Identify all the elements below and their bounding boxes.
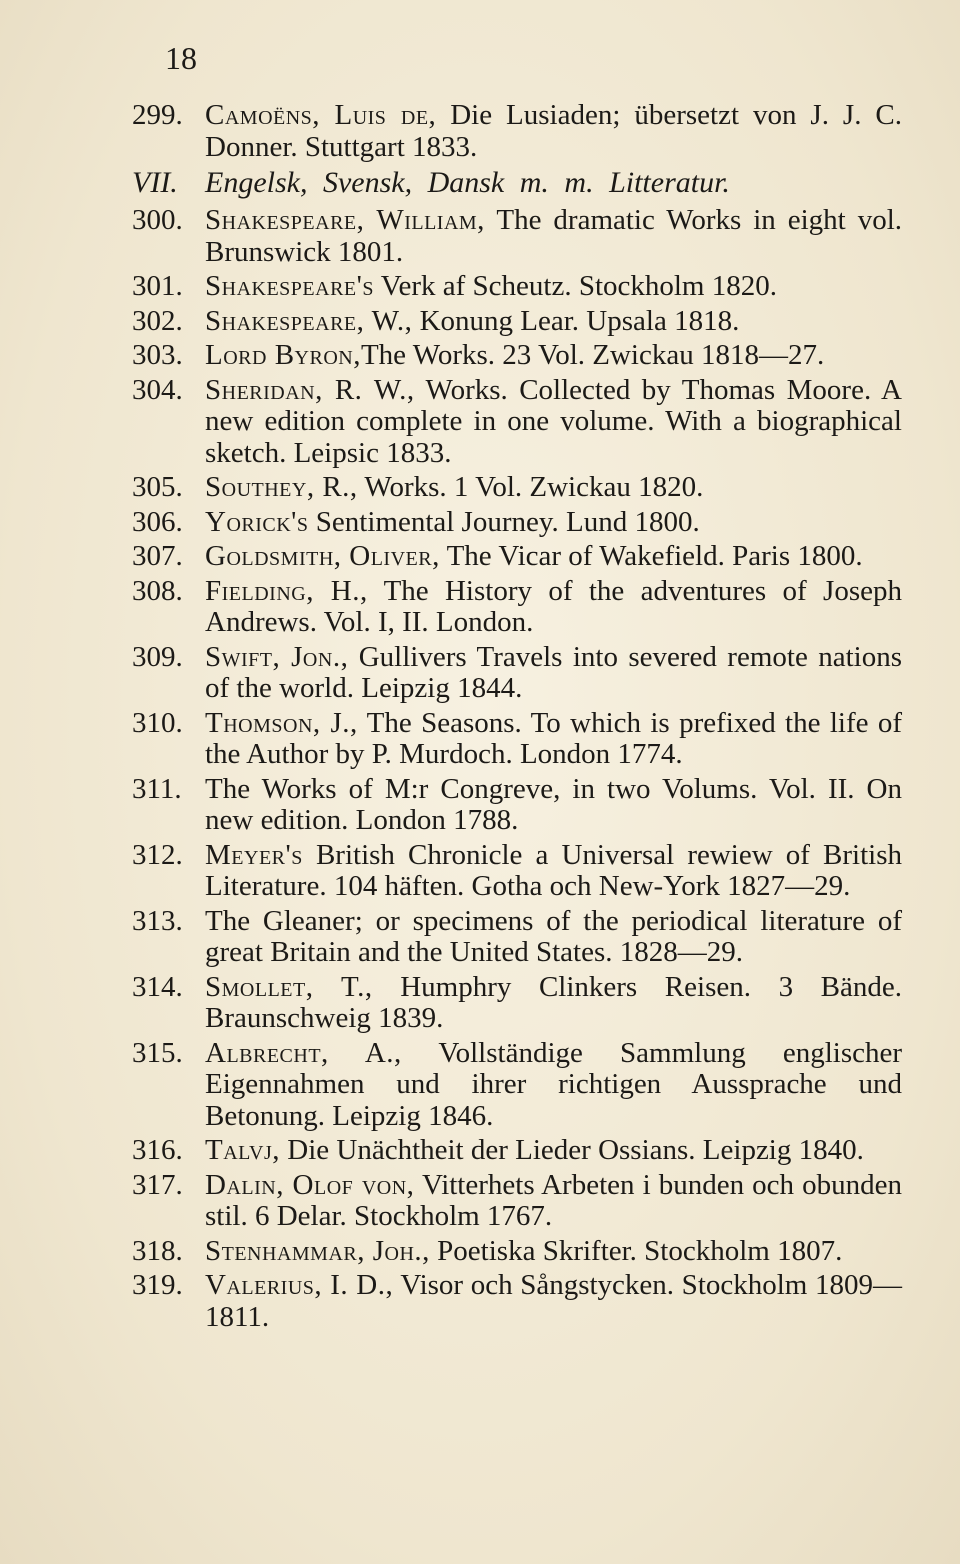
catalog-entry <box>132 906 902 969</box>
entry-number: 303. <box>132 339 183 371</box>
catalog-entry <box>132 472 902 504</box>
section-heading <box>132 167 902 199</box>
entry-author: Shakespeare's <box>205 270 374 302</box>
entry-number: 302. <box>132 304 183 337</box>
entry-number: 299. <box>132 99 183 131</box>
entry-number: 319. <box>132 1269 183 1301</box>
entry-number: 304. <box>132 373 183 406</box>
entry-author: Sheridan, R. W., <box>205 373 415 406</box>
catalog-entry <box>132 306 902 338</box>
entry-author: Fielding, H., <box>205 574 368 607</box>
entry-number: 300. <box>132 204 183 236</box>
catalog-entry <box>132 541 902 573</box>
catalog-entries <box>132 100 902 1336</box>
catalog-entry <box>132 507 902 539</box>
entry-text: Poetiska Skrifter. Stockholm 1807. <box>429 1234 843 1267</box>
entry-text: The History of the adventures of Joseph Andrews. Vol. I, II. London. <box>205 574 902 638</box>
entry-number: 311. <box>132 772 182 805</box>
entry-author: Smollet, T., <box>205 970 373 1003</box>
entry-author: Meyer's <box>205 838 303 871</box>
entry-author: Stenhammar, Joh., <box>205 1234 430 1267</box>
entry-text: Sentimental Journey. Lund 1800. <box>308 505 700 538</box>
entry-author: Thomson, J., <box>205 706 358 739</box>
entry-text: Gullivers Travels into severed remote nations of the world. Leipzig 1844. <box>205 640 902 704</box>
entry-text: Die Lusiaden; übersetzt von J. J. C. Donner. Stuttgart 1833. <box>205 99 902 163</box>
catalog-entry <box>132 642 902 705</box>
entry-text: British Chronicle a Universal rewiew of British Literature. 104 häften. Gotha och New-York 1827—29. <box>205 838 902 902</box>
catalog-entry <box>132 205 902 268</box>
entry-author: Shakespeare, William, <box>205 204 485 236</box>
entry-number: 305. <box>132 471 183 503</box>
entry-number: 318. <box>132 1234 183 1267</box>
entry-author: Talvj, <box>205 1134 281 1166</box>
entry-author: Camoëns, Luis de, <box>205 99 437 131</box>
catalog-entry <box>132 1236 902 1268</box>
catalog-entry <box>132 576 902 639</box>
entry-number: 315. <box>132 1036 183 1069</box>
entry-number: 308. <box>132 574 183 607</box>
entry-text: Verk af Scheutz. Stockholm 1820. <box>374 270 777 302</box>
entry-number: 312. <box>132 838 183 871</box>
entry-author: Yorick's <box>205 505 309 538</box>
entry-text: Konung Lear. Upsala 1818. <box>412 304 740 337</box>
catalog-entry <box>132 972 902 1035</box>
page-number: 18 <box>165 40 197 76</box>
entry-text: Vollständige Sammlung englischer Eigennahmen und ihrer richtigen Aussprache und Betonung. Leipzig 1846. <box>205 1036 902 1132</box>
entry-author: Valerius, I. D., <box>205 1269 394 1301</box>
catalog-entry <box>132 840 902 903</box>
entry-text: The Works of M:r Congreve, in two Volums. Vol. II. On new edition. London 1788. <box>205 772 902 836</box>
entry-number: 313. <box>132 904 183 937</box>
section-number: VII. <box>132 166 178 199</box>
catalog-entry <box>132 774 902 837</box>
catalog-entry <box>132 708 902 771</box>
catalog-entry <box>132 1135 902 1167</box>
entry-author: Shakespeare, W., <box>205 304 413 337</box>
catalog-entry <box>132 1038 902 1133</box>
entry-number: 307. <box>132 540 183 572</box>
entry-text: Works. Collected by Thomas Moore. A new edition complete in one volume. With a biographical sketch. Leipsic 1833. <box>205 373 902 469</box>
catalog-entry <box>132 1270 902 1333</box>
entry-number: 317. <box>132 1168 183 1201</box>
entry-author: Lord Byron, <box>205 339 361 371</box>
catalog-entry <box>132 375 902 470</box>
entries-before-section <box>132 100 902 163</box>
entry-number: 314. <box>132 970 183 1003</box>
entry-text: Visor och Sångstycken. Stockholm 1809—1811. <box>205 1269 902 1333</box>
entry-text: Works. 1 Vol. Zwickau 1820. <box>357 471 704 503</box>
entry-author: Southey, R., <box>205 471 358 503</box>
entry-author: Swift, Jon., <box>205 640 349 673</box>
entry-number: 310. <box>132 706 183 739</box>
entry-author: Goldsmith, Oliver, <box>205 540 440 572</box>
entry-number: 301. <box>132 270 183 302</box>
entry-number: 309. <box>132 640 183 673</box>
entry-text: Die Unächtheit der Lieder Ossians. Leipzig 1840. <box>280 1134 864 1166</box>
catalog-entry <box>132 271 902 303</box>
catalog-entry <box>132 1170 902 1233</box>
entry-number: 306. <box>132 505 183 538</box>
entry-text: The dramatic Works in eight vol. Brunswick 1801. <box>205 204 903 268</box>
entries-section-list <box>132 205 902 1333</box>
entry-text: The Gleaner; or specimens of the periodical literature of great Britain and the United States. 1828—29. <box>205 904 902 968</box>
entry-text: The Works. 23 Vol. Zwickau 1818—27. <box>360 339 825 371</box>
entry-text: Humphry Clinkers Reisen. 3 Bände. Braunschweig 1839. <box>205 970 902 1034</box>
catalog-entry <box>132 340 902 372</box>
section-title: Engelsk, Svensk, Dansk m. m. Litteratur. <box>205 166 730 199</box>
entry-text: The Vicar of Wakefield. Paris 1800. <box>439 540 863 572</box>
entry-text: Vitterhets Arbeten i bunden och obunden stil. 6 Delar. Stockholm 1767. <box>205 1168 902 1232</box>
entry-author: Dalin, Olof von, <box>205 1168 415 1201</box>
entry-author: Albrecht, A., <box>205 1036 402 1069</box>
catalog-entry <box>132 100 902 163</box>
entry-text: The Seasons. To which is prefixed the life of the Author by P. Murdoch. London 1774. <box>205 706 902 770</box>
entry-number: 316. <box>132 1134 183 1166</box>
